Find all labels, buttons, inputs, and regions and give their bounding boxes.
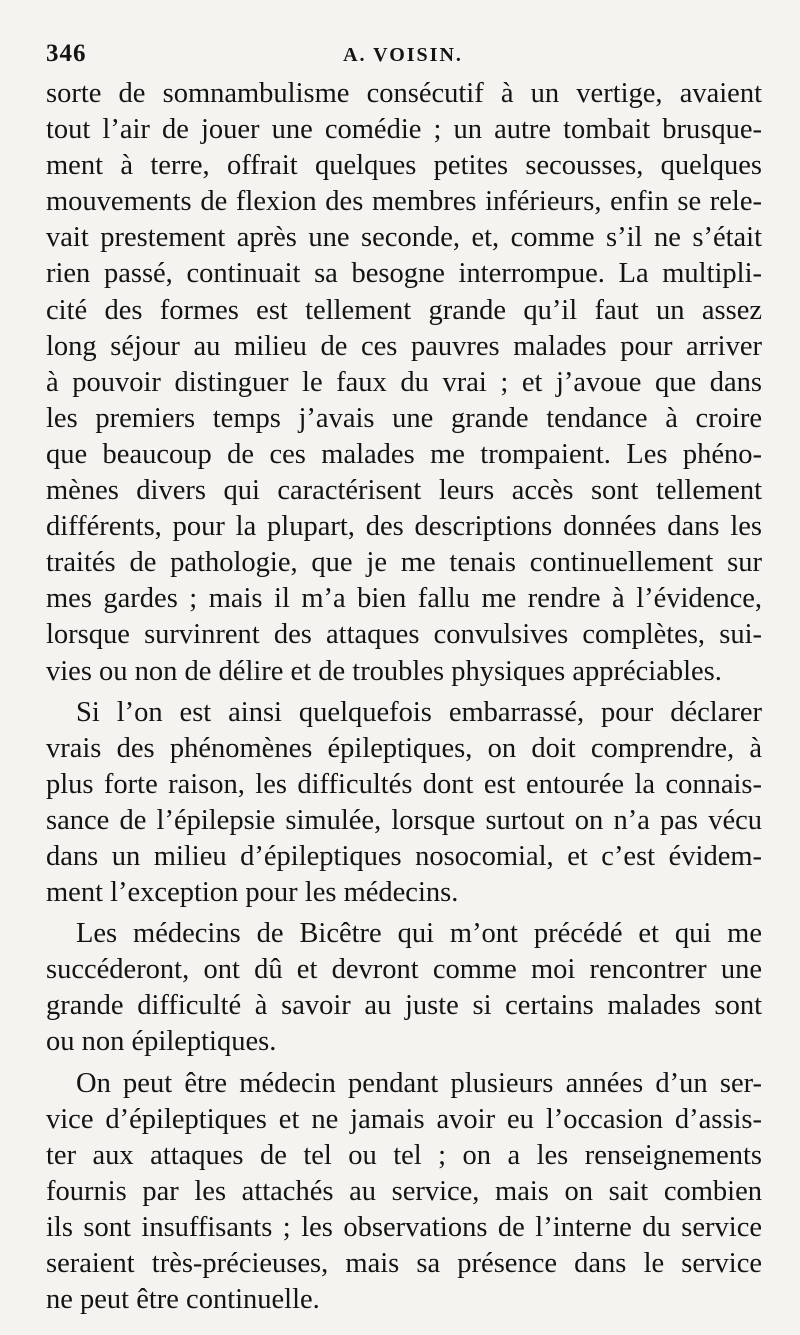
paragraph bbox=[46, 1066, 762, 1319]
text-line: à pouvoir distinguer le faux du vrai ; et j’avoue que dans bbox=[46, 366, 762, 398]
paragraph bbox=[46, 76, 762, 690]
text-line: vies ou non de délire et de troubles physiques appréciables. bbox=[46, 655, 722, 687]
text-line: ils sont insuffisants ; les observations de l’interne du service bbox=[46, 1211, 762, 1243]
text-line: mouvements de flexion des membres inférieurs, enfin se rele- bbox=[46, 186, 762, 218]
text-line: On peut être médecin pendant plusieurs années d’un ser- bbox=[76, 1067, 762, 1099]
text-line: grande difficulté à savoir au juste si certains malades sont bbox=[46, 990, 762, 1022]
text-line: ter aux attaques de tel ou tel ; on a les renseignements bbox=[46, 1139, 762, 1171]
text-line: sance de l’épilepsie simulée, lorsque surtout on n’a pas vécu bbox=[46, 804, 762, 836]
text-line: dans un milieu d’épileptiques nosocomial, et c’est évidem- bbox=[46, 840, 762, 872]
text-line: traités de pathologie, que je me tenais continuellement sur bbox=[46, 547, 762, 579]
text-line: mènes divers qui caractérisent leurs accès sont tellement bbox=[46, 475, 762, 507]
text-line: mes gardes ; mais il m’a bien fallu me rendre à l’évidence, bbox=[46, 583, 762, 615]
text-line: les premiers temps j’avais une grande tendance à croire bbox=[46, 402, 762, 434]
text-line: ment à terre, offrait quelques petites secousses, quelques bbox=[46, 150, 762, 182]
text-line: différents, pour la plupart, des descriptions données dans les bbox=[46, 511, 762, 543]
text-line: sorte de somnambulisme consécutif à un vertige, avaient bbox=[46, 78, 762, 109]
text-line: ou non épileptiques. bbox=[46, 1026, 277, 1058]
text-line: fournis par les attachés au service, mais on sait combien bbox=[46, 1175, 762, 1207]
text-line: rien passé, continuait sa besogne interrompue. La multipli- bbox=[46, 258, 762, 290]
text-line: vrais des phénomènes épileptiques, on doit comprendre, à bbox=[46, 732, 762, 764]
text-line: vice d’épileptiques et ne jamais avoir eu l’occasion d’assis- bbox=[46, 1103, 762, 1135]
text-line: succéderont, ont dû et devront comme moi rencontrer une bbox=[46, 954, 762, 986]
text-line: cité des formes est tellement grande qu’il faut un assez bbox=[46, 294, 762, 326]
text-line: lorsque survinrent des attaques convulsives complètes, sui- bbox=[46, 619, 762, 651]
body-text bbox=[46, 76, 762, 1318]
text-line: plus forte raison, les difficultés dont est entourée la connais- bbox=[46, 768, 762, 800]
text-line: long séjour au milieu de ces pauvres malades pour arriver bbox=[46, 330, 762, 362]
text-line: Les médecins de Bicêtre qui m’ont précédé et qui me bbox=[76, 918, 762, 950]
paragraph bbox=[46, 916, 762, 1060]
paragraph bbox=[46, 695, 762, 912]
page-number: 346 bbox=[46, 40, 87, 67]
text-line: tout l’air de jouer une comédie ; un autre tombait brusque- bbox=[46, 114, 762, 146]
text-line: seraient très-précieuses, mais sa présence dans le service bbox=[46, 1248, 762, 1279]
text-line: vait prestement après une seconde, et, comme s’il ne s’était bbox=[46, 222, 762, 254]
text-line: ment l’exception pour les médecins. bbox=[46, 877, 459, 909]
text-line: ne peut être continuelle. bbox=[46, 1284, 320, 1316]
text-line: Si l’on est ainsi quelquefois embarrassé, pour déclarer bbox=[76, 696, 762, 728]
running-head bbox=[46, 40, 760, 74]
text-line: que beaucoup de ces malades me trompaient. Les phéno- bbox=[46, 438, 762, 470]
running-title: A. VOISIN. bbox=[343, 44, 463, 66]
